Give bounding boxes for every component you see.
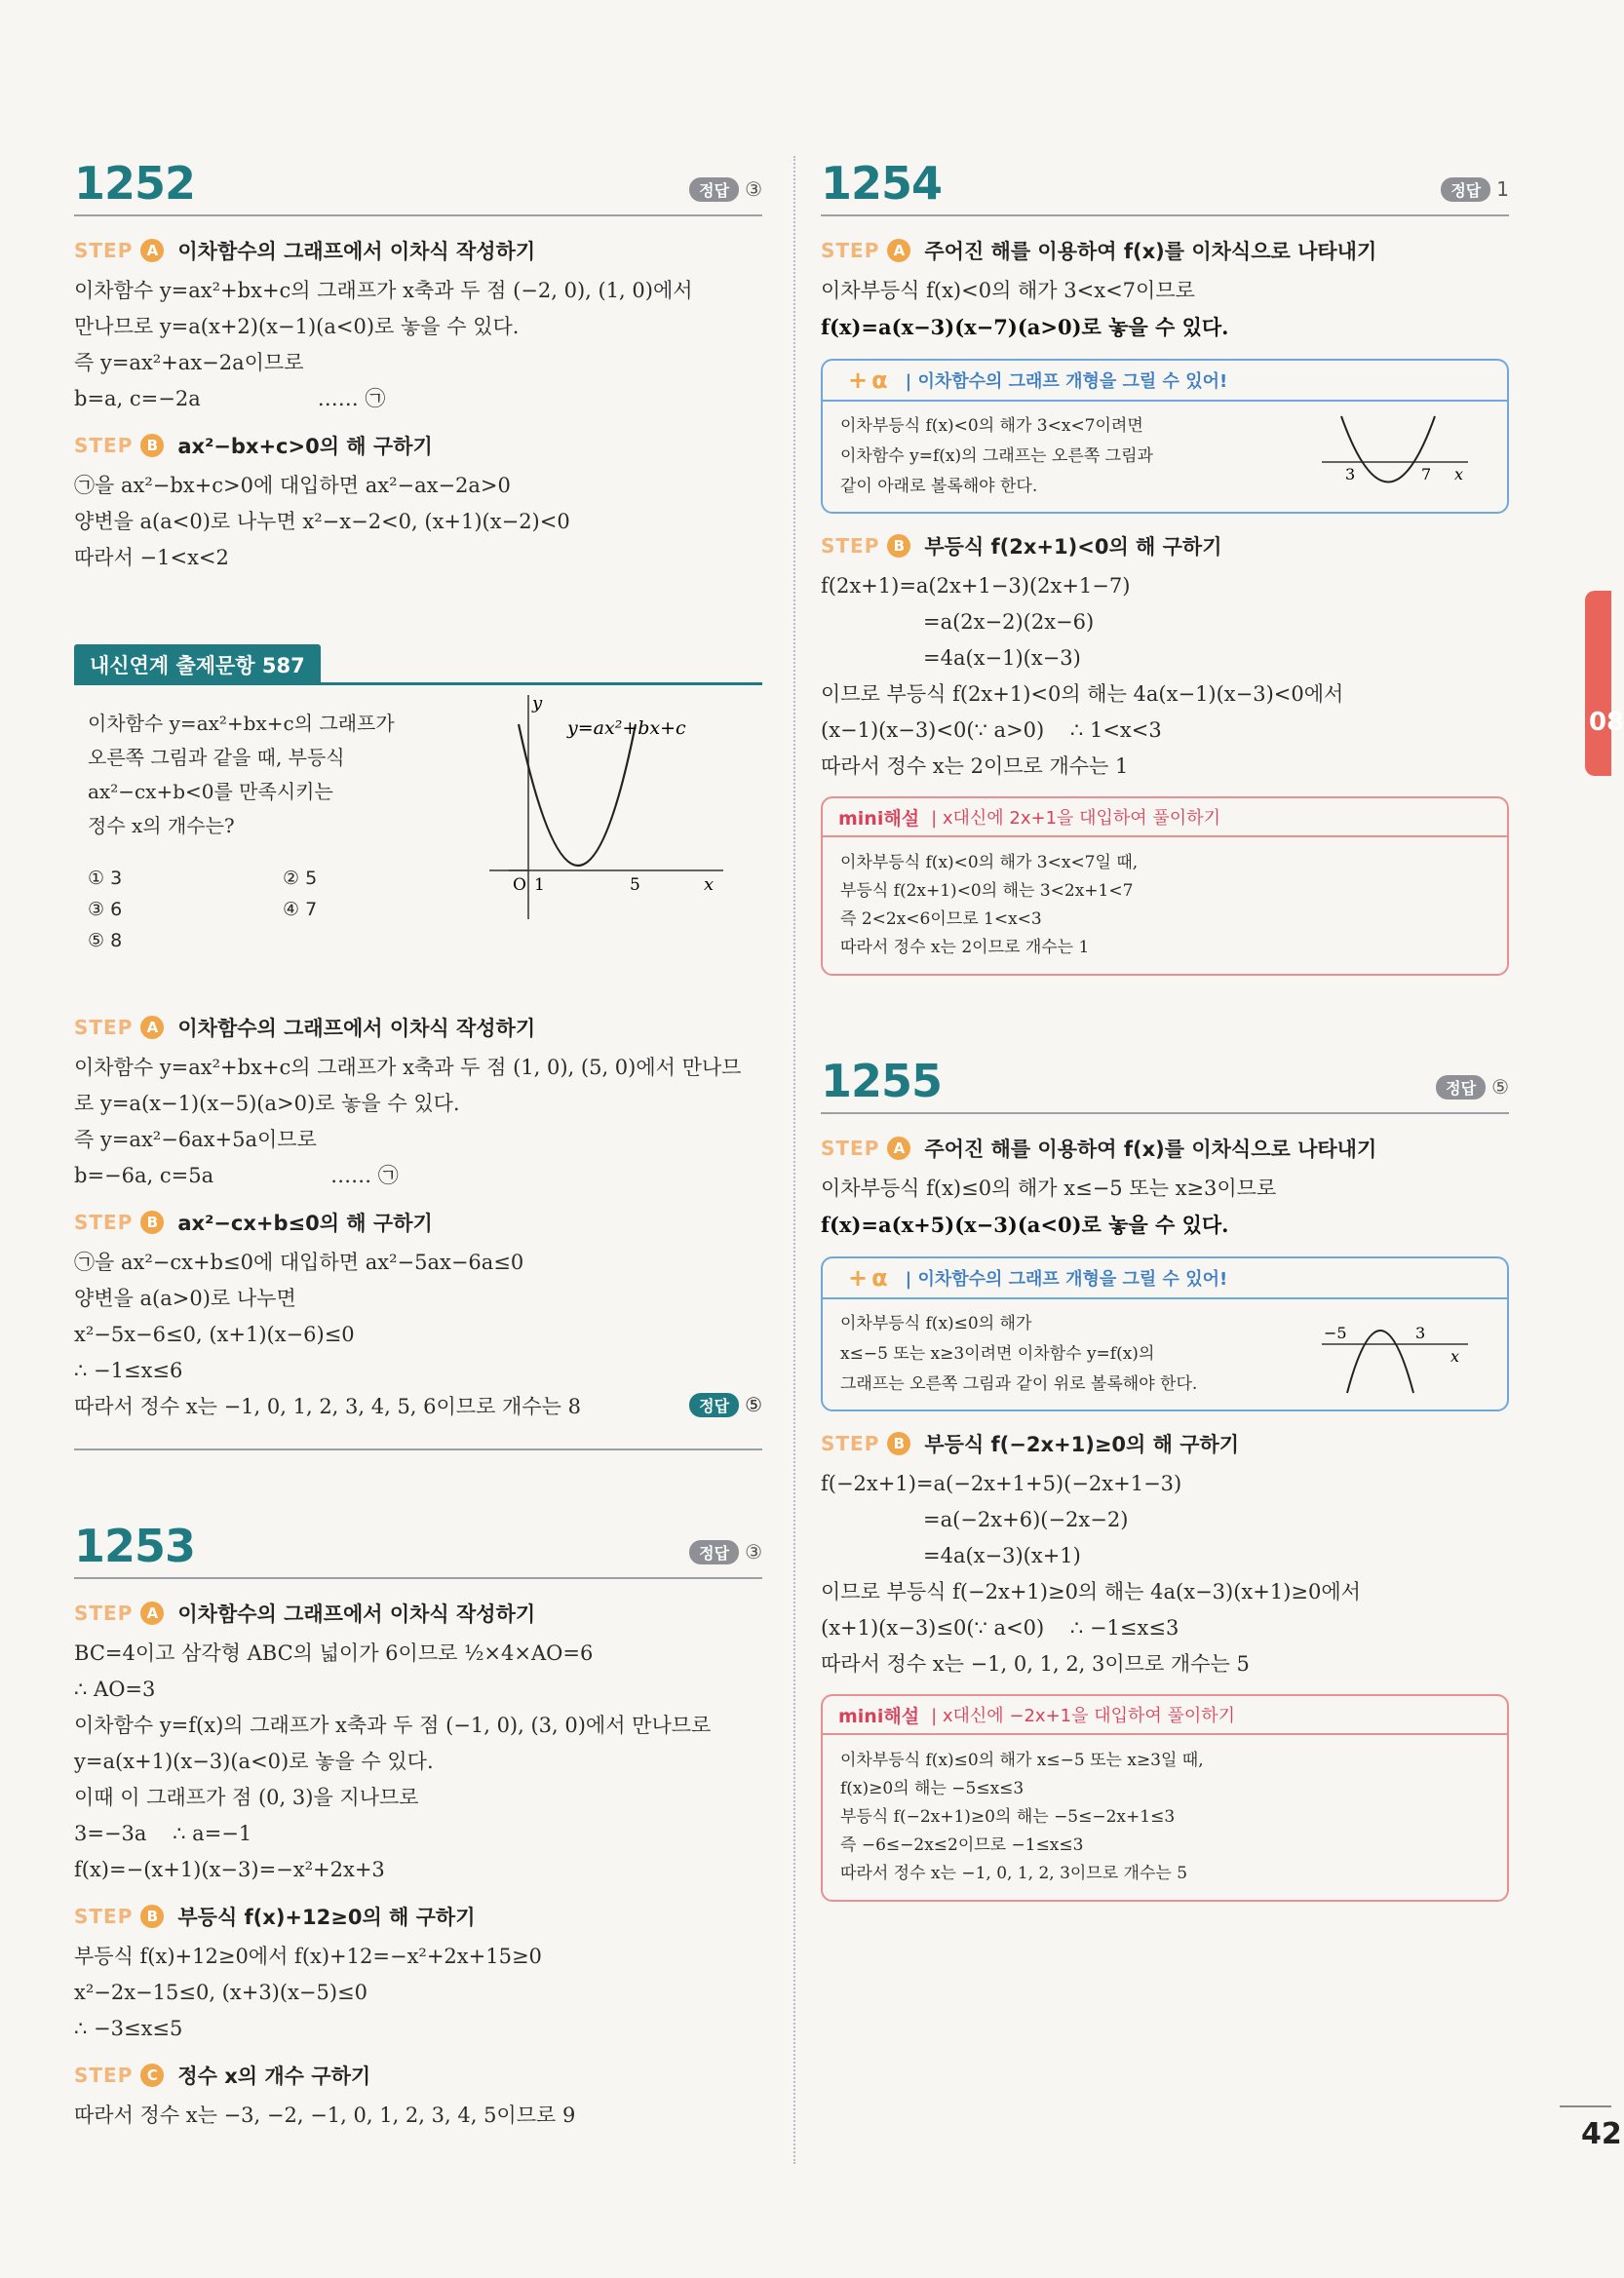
tip-header [821, 1256, 1509, 1297]
problem-number: 1253 [74, 1520, 196, 1572]
solution-line: ∴ AO=3 [74, 1678, 156, 1701]
solution-line: f(x)=a(x+5)(x−3)(a<0)로 놓을 수 있다. [821, 1213, 1229, 1237]
mini-tag: mini해설 [838, 1705, 920, 1727]
step-b-heading [74, 431, 762, 460]
step-tag: STEP [74, 2064, 134, 2087]
answer-label: 정답 [689, 1540, 739, 1564]
answer-badge [689, 1540, 762, 1564]
equation: b=−6a, c=5a [74, 1164, 214, 1187]
solution-line: 즉 y=ax²+ax−2a이므로 [74, 351, 304, 374]
tip-box [821, 359, 1509, 514]
step-letter: C [140, 2064, 164, 2087]
step-b-heading [821, 531, 1509, 560]
solution-line: =a(−2x+6)(−2x−2) [923, 1508, 1129, 1531]
mini-tag: mini해설 [838, 807, 920, 830]
origin-label: O [513, 875, 526, 895]
step-b-heading [74, 1902, 762, 1931]
problem-number: 1254 [821, 157, 943, 210]
step-title: 이차함수의 그래프에서 이차식 작성하기 [177, 1602, 536, 1626]
solution-line: f(x)=a(x−3)(x−7)(a>0)로 놓을 수 있다. [821, 315, 1229, 339]
step-tag: STEP [821, 1432, 880, 1455]
question-line: 정수 x의 개수는? [88, 814, 235, 837]
equation-tag: …… ㉠ [330, 1164, 399, 1187]
solution-line: x²−2x−15≤0, (x+3)(x−5)≤0 [74, 1981, 368, 2004]
chapter-tab-label: 08 [1589, 708, 1624, 737]
solution-line: 이차함수 y=f(x)의 그래프가 x축과 두 점 (−1, 0), (3, 0)에서 만나므로 [74, 1714, 712, 1737]
choice[interactable]: ② 5 [283, 868, 318, 889]
tip-title: | 이차함수의 그래프 개형을 그릴 수 있어! [905, 1269, 1228, 1290]
page-rule [1560, 2105, 1611, 2107]
x-label: x [704, 874, 715, 895]
right-column [821, 156, 1509, 1921]
final-answer-row [74, 1389, 762, 1425]
page-number: 42 [1581, 2117, 1622, 2151]
answer-badge [1441, 177, 1509, 202]
solution-line: 따라서 정수 x는 2이므로 개수는 1 [821, 754, 1129, 778]
problem-1252-header [74, 156, 762, 216]
step-a-heading [74, 1013, 762, 1042]
x-label: x [1454, 465, 1464, 483]
mini-line: 따라서 정수 x는 −1, 0, 1, 2, 3이므로 개수는 5 [840, 1864, 1188, 1883]
solution-line: 이차함수 y=ax²+bx+c의 그래프가 x축과 두 점 (1, 0), (5, 0)에서 만나므 [74, 1056, 742, 1079]
linked-problem [74, 644, 762, 1450]
problem-1253-header [74, 1519, 762, 1579]
step-c-heading [74, 2061, 762, 2090]
answer-badge [689, 177, 762, 202]
solution-line: y=a(x+1)(x−3)(a<0)로 놓을 수 있다. [74, 1750, 434, 1773]
step-letter: B [887, 1432, 910, 1455]
linked-problem-header [74, 644, 762, 685]
solution-line [74, 1158, 762, 1194]
step-tag: STEP [821, 534, 880, 558]
chapter-tab[interactable] [1585, 591, 1624, 776]
step-letter: A [887, 1137, 910, 1160]
solution-line: 이차부등식 f(x)≤0의 해가 x≤−5 또는 x≥3이므로 [821, 1177, 1277, 1200]
solution-line: 이때 이 그래프가 점 (0, 3)을 지나므로 [74, 1786, 419, 1809]
mini-header [821, 796, 1509, 835]
mini-line: 즉 2<2x<6이므로 1<x<3 [840, 909, 1042, 929]
parabola-graph [489, 685, 733, 929]
solution-line: 이차함수 y=ax²+bx+c의 그래프가 x축과 두 점 (−2, 0), (1, 0)에서 [74, 279, 693, 302]
tip-body [821, 1297, 1509, 1411]
step-letter: A [140, 1602, 164, 1625]
answer-value: ③ [745, 177, 762, 201]
tip-body [821, 400, 1509, 514]
solution-line: ㉠을 ax²−cx+b≤0에 대입하면 ax²−5ax−6a≤0 [74, 1251, 524, 1274]
mini-line: 부등식 f(−2x+1)≥0의 해는 −5≤−2x+1≤3 [840, 1807, 1176, 1827]
step-title: ax²−cx+b≤0의 해 구하기 [177, 1212, 433, 1235]
answer-label: 정답 [689, 177, 739, 202]
step-title: 주어진 해를 이용하여 f(x)를 이차식으로 나타내기 [924, 1138, 1377, 1161]
answer-value: 1 [1496, 177, 1509, 201]
downward-parabola-graph [1322, 1307, 1468, 1395]
curve-equation: y=ax²+bx+c [567, 717, 686, 739]
section-divider [74, 1448, 762, 1450]
step-title: 주어진 해를 이용하여 f(x)를 이차식으로 나타내기 [924, 240, 1377, 263]
tip-line: 이차부등식 f(x)≤0의 해가 [840, 1314, 1032, 1333]
step-letter: B [140, 1211, 164, 1234]
choice[interactable]: ① 3 [88, 868, 123, 889]
choice[interactable]: ④ 7 [283, 899, 318, 920]
problem-number: 1255 [821, 1055, 943, 1107]
step-title: 부등식 f(−2x+1)≥0의 해 구하기 [924, 1433, 1240, 1456]
answer-value: ⑤ [745, 1393, 762, 1416]
solution-line: (x+1)(x−3)≤0(∵ a<0) ∴ −1≤x≤3 [821, 1616, 1179, 1640]
equation: b=a, c=−2a [74, 387, 201, 410]
choice[interactable]: ③ 6 [88, 899, 123, 920]
linked-problem-label: 내신연계 출제문항 587 [74, 644, 321, 685]
alpha-icon: α [871, 367, 888, 394]
equation-tag: …… ㉠ [317, 387, 386, 410]
step-a-heading [821, 1134, 1509, 1163]
answer-value: ③ [745, 1540, 762, 1564]
question-line: 오른쪽 그림과 같을 때, 부등식 [88, 746, 345, 769]
step-b-heading [821, 1429, 1509, 1458]
solution-line: 양변을 a(a>0)로 나누면 [74, 1287, 296, 1310]
x-label: x [1450, 1347, 1460, 1366]
step-tag: STEP [821, 239, 880, 262]
solution-line: 따라서 정수 x는 −3, −2, −1, 0, 1, 2, 3, 4, 5이므로 9 [74, 2104, 576, 2127]
solution-line: 만나므로 y=a(x+2)(x−1)(a<0)로 놓을 수 있다. [74, 315, 520, 338]
x-tick-label: 1 [534, 875, 545, 895]
step-letter: A [140, 239, 164, 262]
mini-line: f(x)≥0의 해는 −5≤x≤3 [840, 1779, 1025, 1798]
step-title: 이차함수의 그래프에서 이차식 작성하기 [177, 1017, 536, 1040]
solution-line [74, 381, 762, 417]
solution-line: ∴ −3≤x≤5 [74, 2017, 183, 2040]
upward-parabola-graph [1322, 411, 1468, 499]
tip-line: x≤−5 또는 x≥3이려면 이차함수 y=f(x)의 [840, 1344, 1155, 1364]
mini-line: 부등식 f(2x+1)<0의 해는 3<2x+1<7 [840, 881, 1134, 901]
step-letter: B [140, 434, 164, 457]
step-letter: B [140, 1905, 164, 1928]
problem-1254-header [821, 156, 1509, 216]
parabola-curve [519, 724, 636, 866]
solution-line: ∴ −1≤x≤6 [74, 1359, 183, 1382]
root-label: 7 [1421, 465, 1432, 483]
solution-line: 따라서 정수 x는 −1, 0, 1, 2, 3, 4, 5, 6이므로 개수는 8 [74, 1395, 581, 1418]
solution-line: 양변을 a(a<0)로 나누면 x²−x−2<0, (x+1)(x−2)<0 [74, 510, 570, 533]
step-tag: STEP [74, 1905, 134, 1928]
step-title: ax²−bx+c>0의 해 구하기 [177, 435, 433, 458]
parabola-curve [1347, 1331, 1413, 1393]
step-title: 이차함수의 그래프에서 이차식 작성하기 [177, 240, 536, 263]
step-letter: A [887, 239, 910, 262]
step-a-heading [74, 1599, 762, 1628]
left-column [74, 156, 762, 2134]
question-line: ax²−cx+b<0를 만족시키는 [88, 780, 333, 803]
solution-line: 3=−3a ∴ a=−1 [74, 1822, 252, 1845]
step-b-heading [74, 1208, 762, 1237]
solution-line: f(x)=−(x+1)(x−3)=−x²+2x+3 [74, 1858, 385, 1881]
solution-line: =4a(x−3)(x+1) [923, 1544, 1081, 1567]
solution-line: 즉 y=ax²−6ax+5a이므로 [74, 1128, 317, 1151]
solution-line: 로 y=a(x−1)(x−5)(a>0)로 놓을 수 있다. [74, 1092, 460, 1115]
x-tick-label: 5 [630, 875, 640, 895]
solution-line: 따라서 −1<x<2 [74, 546, 229, 569]
mini-line: 이차부등식 f(x)<0의 해가 3<x<7일 때, [840, 853, 1139, 872]
mini-explanation-box [821, 796, 1509, 976]
tip-line: 이차부등식 f(x)<0의 해가 3<x<7이려면 [840, 416, 1143, 436]
step-tag: STEP [821, 1137, 880, 1160]
step-letter: B [887, 534, 910, 558]
tip-title: | 이차함수의 그래프 개형을 그릴 수 있어! [905, 371, 1228, 392]
mini-body [821, 835, 1509, 976]
mini-body [821, 1733, 1509, 1902]
root-label: −5 [1324, 1324, 1347, 1342]
solution-line: 이므로 부등식 f(−2x+1)≥0의 해는 4a(x−3)(x+1)≥0에서 [821, 1580, 1361, 1603]
solution-line: 이차부등식 f(x)<0의 해가 3<x<7이므로 [821, 279, 1195, 302]
step-letter: A [140, 1016, 164, 1039]
step-tag: STEP [74, 1211, 134, 1234]
solution-line: (x−1)(x−3)<0(∵ a>0) ∴ 1<x<3 [821, 718, 1162, 742]
answer-value: ⑤ [1491, 1075, 1509, 1099]
step-title: 정수 x의 개수 구하기 [177, 2065, 371, 2088]
plus-icon: + [848, 367, 869, 394]
answer-label: 정답 [1436, 1075, 1486, 1100]
mini-header [821, 1694, 1509, 1733]
solution-line: =4a(x−1)(x−3) [923, 646, 1081, 670]
solution-line: x²−5x−6≤0, (x+1)(x−6)≤0 [74, 1323, 355, 1346]
problem-1255-header [821, 1054, 1509, 1114]
problem-number: 1252 [74, 157, 196, 210]
mini-explanation-box [821, 1694, 1509, 1902]
column-divider [793, 156, 795, 2164]
solution-line: f(2x+1)=a(2x+1−3)(2x+1−7) [821, 574, 1131, 598]
plus-icon: + [848, 1264, 869, 1292]
answer-badge [689, 1393, 762, 1417]
mini-line: 따라서 정수 x는 2이므로 개수는 1 [840, 938, 1090, 957]
linked-problem-body [74, 685, 762, 999]
solution-line: 따라서 정수 x는 −1, 0, 1, 2, 3이므로 개수는 5 [821, 1652, 1250, 1676]
alpha-icon: α [871, 1264, 888, 1292]
step-tag: STEP [74, 434, 134, 457]
answer-label: 정답 [1441, 177, 1490, 202]
step-a-heading [821, 236, 1509, 265]
solution-line: 이므로 부등식 f(2x+1)<0의 해는 4a(x−1)(x−3)<0에서 [821, 682, 1344, 706]
spacer [821, 995, 1509, 1054]
tip-line: 그래프는 오른쪽 그림과 같이 위로 볼록해야 한다. [840, 1374, 1198, 1394]
choice[interactable]: ⑤ 8 [88, 930, 123, 951]
solution-line: BC=4이고 삼각형 ABC의 넓이가 6이므로 ½×4×AO=6 [74, 1641, 594, 1665]
solution-line: f(−2x+1)=a(−2x+1+5)(−2x+1−3) [821, 1472, 1182, 1495]
root-label: 3 [1415, 1324, 1426, 1342]
tip-line: 같이 아래로 볼록해야 한다. [840, 477, 1038, 496]
solution-line: ㉠을 ax²−bx+c>0에 대입하면 ax²−ax−2a>0 [74, 474, 511, 497]
step-tag: STEP [74, 1602, 134, 1625]
step-a-heading [74, 236, 762, 265]
tip-header [821, 359, 1509, 400]
tip-box [821, 1256, 1509, 1411]
mini-line: 이차부등식 f(x)≤0의 해가 x≤−5 또는 x≥3일 때, [840, 1751, 1204, 1770]
tip-line: 이차함수 y=f(x)의 그래프는 오른쪽 그림과 [840, 446, 1153, 466]
mini-title: | x대신에 2x+1을 대입하여 풀이하기 [931, 808, 1220, 829]
solution-line: 부등식 f(x)+12≥0에서 f(x)+12=−x²+2x+15≥0 [74, 1945, 542, 1968]
step-tag: STEP [74, 1016, 134, 1039]
step-title: 부등식 f(2x+1)<0의 해 구하기 [924, 535, 1222, 559]
question-line: 이차함수 y=ax²+bx+c의 그래프가 [88, 712, 395, 735]
y-label: y [532, 693, 543, 714]
mini-title: | x대신에 −2x+1을 대입하여 풀이하기 [931, 1706, 1236, 1726]
answer-badge [1436, 1075, 1509, 1100]
step-title: 부등식 f(x)+12≥0의 해 구하기 [177, 1906, 476, 1929]
step-tag: STEP [74, 239, 134, 262]
root-label: 3 [1345, 465, 1356, 483]
mini-line: 즉 −6≤−2x≤2이므로 −1≤x≤3 [840, 1835, 1084, 1855]
answer-label: 정답 [689, 1393, 739, 1417]
solution-line: =a(2x−2)(2x−6) [923, 610, 1095, 634]
